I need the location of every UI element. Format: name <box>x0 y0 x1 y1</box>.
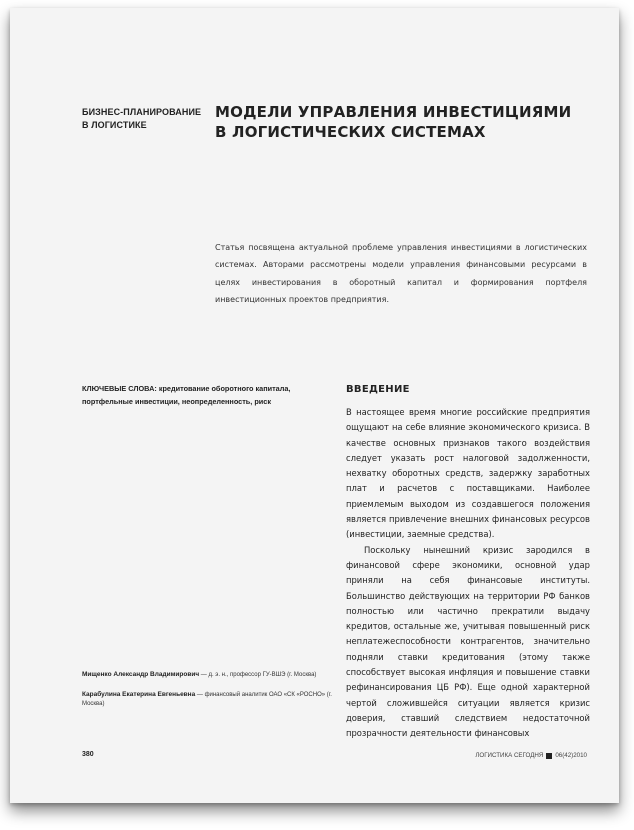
authors <box>82 670 332 719</box>
keywords <box>82 383 320 408</box>
keywords-label: КЛЮЧЕВЫЕ СЛОВА: <box>82 384 157 393</box>
journal-name: ЛОГИСТИКА СЕГОДНЯ <box>475 752 544 759</box>
author-1 <box>82 670 332 680</box>
section-label <box>82 106 201 132</box>
introduction-heading: ВВЕДЕНИЕ <box>346 384 410 395</box>
article-title-line-2: В ЛОГИСТИЧЕСКИХ СИСТЕМАХ <box>215 123 486 141</box>
page-number: 380 <box>82 751 94 758</box>
section-label-line-1: БИЗНЕС-ПЛАНИРОВАНИЕ <box>82 107 202 117</box>
paper-page <box>10 8 619 803</box>
author-1-name: Мищенко Александр Владимирович <box>82 671 200 678</box>
author-2 <box>82 690 332 709</box>
author-2-info: — финансовый аналитик ОАО «СК «РОСНО» (г. Москва) <box>82 692 332 707</box>
introduction-column <box>346 384 590 742</box>
introduction-paragraph-1: В настоящее время многие российские предприятия ощущают на себе влияние экономического кризиса. В качестве основных признаков такого воздействия следует указать рост налоговой задолженности, нехватку оборотных средств, задержку заработных плат и расчетов с поставщиками. Наиболее приемлемым выходом из создавшегося положения является привлечение внешних финансовых ресурсов (инвестиции, заемные средства). <box>346 407 590 540</box>
journal-footer <box>475 752 587 759</box>
article-title-line-1: МОДЕЛИ УПРАВЛЕНИЯ ИНВЕСТИЦИЯМИ <box>215 103 572 121</box>
author-1-info: — д. э. н., профессор ГУ-ВШЭ (г. Москва) <box>199 672 317 678</box>
article-title <box>215 102 571 142</box>
square-separator-icon <box>546 753 552 759</box>
abstract: Статья посвящена актуальной проблеме управления инвестициями в логистических системах. Авторами рассмотрены модели управления финансовыми ресурсами в целях инвестирования в оборотный капитал и формирования портфеля инвестиционных проектов предприятия. <box>215 243 587 304</box>
introduction-paragraph-2: Поскольку нынешний кризис зародился в финансовой сфере экономики, основной удар приняли на себя финансовые институты. Большинство действующих на территории РФ банков полностью или частично прекратили выдачу кредитов, остальные же, учитывая повышенный риск неплатежеспособности контрагентов, значительно подняли ставки кредитования (этому также способствует высокая инфляция и повышение ставки рефинансирования ЦБ РФ). Еще одной характерной чертой сложившейся ситуации является кризис доверия, ставший следствием недостаточной прозрачности деятельности финансовых <box>346 544 590 739</box>
journal-issue: 06(42)2010 <box>555 752 587 759</box>
author-2-name: Карабулина Екатерина Евгеньевна <box>82 691 196 698</box>
keywords-text: кредитование оборотного капитала, портфельные инвестиции, неопределенность, риск <box>82 384 291 406</box>
section-label-line-2: В ЛОГИСТИКЕ <box>82 120 147 130</box>
